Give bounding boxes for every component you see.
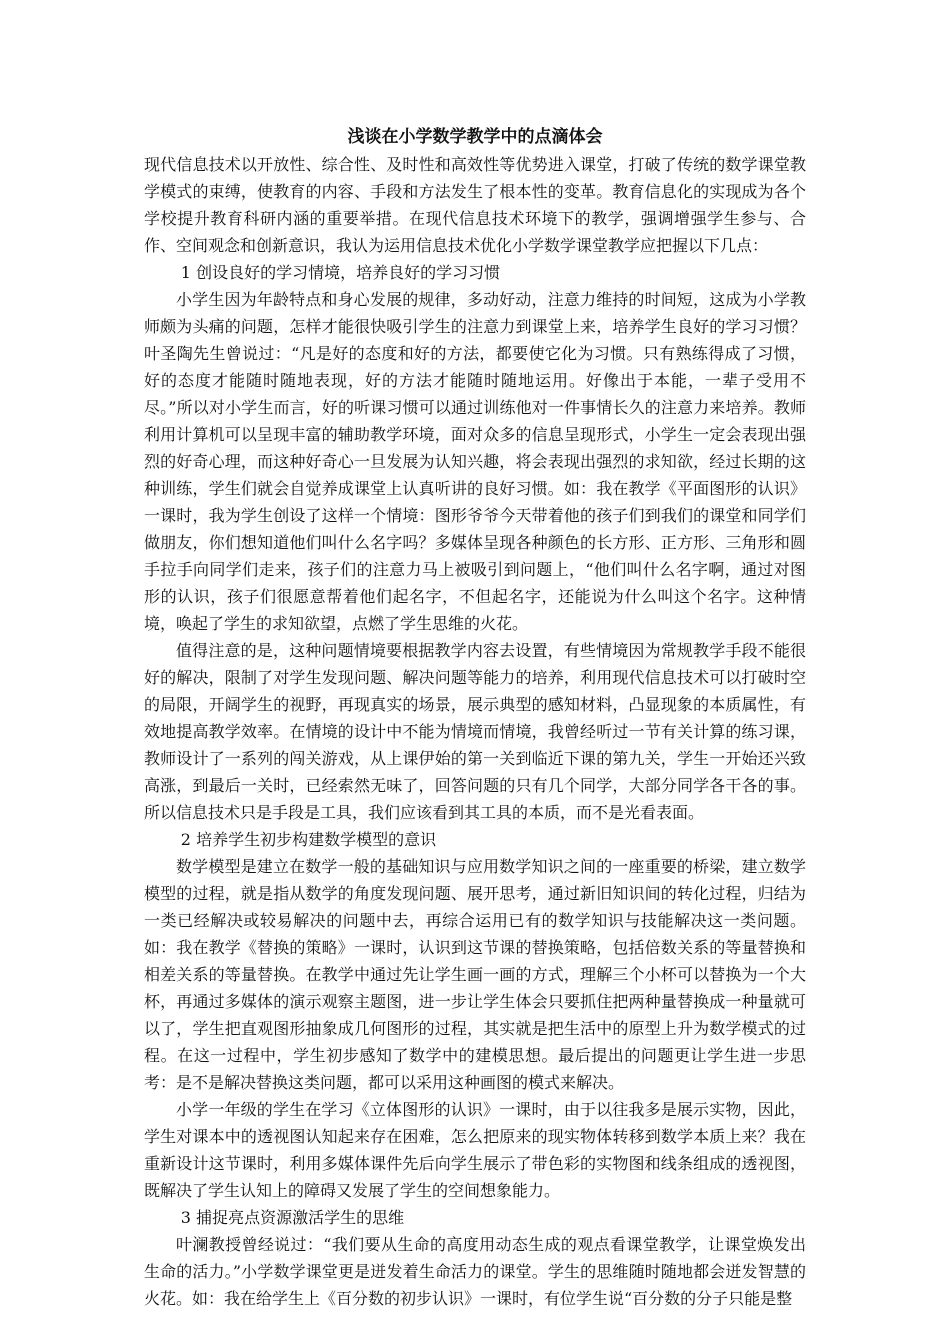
section-3: [144, 1204, 806, 1312]
section-1: [144, 259, 806, 826]
section-2: [144, 826, 806, 1204]
document-title: 浅谈在小学数学教学中的点滴体会: [347, 127, 603, 147]
section-heading: 3 捕捉亮点资源激活学生的思维: [180, 1208, 405, 1227]
intro-paragraph: 现代信息技术以开放性、综合性、及时性和高效性等优势进入课堂，打破了传统的数学课堂教学模式的束缚，使教育的内容、手段和方法发生了根本性的变革。教育信息化的实现成为各个学校提升教育科研内涵的重要举措。在现代信息技术环境下的教学，强调增强学生参与、合作、空间观念和创新意识，我认为运用信息技术优化小学数学课堂教学应把握以下几点：: [144, 155, 806, 255]
body-paragraph: 数学模型是建立在数学一般的基础知识与应用数学知识之间的一座重要的桥梁，建立数学模型的过程，就是指从数学的角度发现问题、展开思考，通过新旧知识间的转化过程，归结为一类已经解决或较易解决的问题中去，再综合运用已有的数学知识与技能解决这一类问题。如：我在教学《替换的策略》一课时，认识到这节课的替换策略，包括倍数关系的等量替换和相差关系的等量替换。在教学中通过先让学生画一画的方式，理解三个小杯可以替换为一个大杯，再通过多媒体的演示观察主题图，进一步让学生体会只要抓住把两种量替换成一种量就可以了，学生把直观图形抽象成几何图形的过程，其实就是把生活中的原型上升为数学模式的过程。在这一过程中，学生初步感知了数学中的建模思想。最后提出的问题更让学生进一步思考：是不是解决替换这类问题，都可以采用这种画图的模式来解决。: [144, 857, 806, 1092]
section-heading: 2 培养学生初步构建数学模型的意识: [180, 830, 437, 849]
body-paragraph: 小学一年级的学生在学习《立体图形的认识》一课时，由于以往我多是展示实物，因此，学生对课本中的透视图认知起来存在困难，怎么把原来的现实物体转移到数学本质上来？我在重新设计这节课时，利用多媒体课件先后向学生展示了带色彩的实物图和线条组成的透视图，既解决了学生认知上的障碍又发展了学生的空间想象能力。: [144, 1100, 806, 1200]
body-paragraph: 小学生因为年龄特点和身心发展的规律，多动好动，注意力维持的时间短，这成为小学教师颇为头痛的问题，怎样才能很快吸引学生的注意力到课堂上来，培养学生良好的学习习惯？叶圣陶先生曾说过：“凡是好的态度和好的方法，都要使它化为习惯。只有熟练得成了习惯，好的态度才能随时随地表现，好的方法才能随时随地运用。好像出于本能，一辈子受用不尽。”所以对小学生而言，好的听课习惯可以通过训练他对一件事情长久的注意力来培养。教师利用计算机可以呈现丰富的辅助教学环境，面对众多的信息呈现形式，小学生一定会表现出强烈的好奇心理，而这种好奇心一旦发展为认知兴趣，将会表现出强烈的求知欲，经过长期的这种训练，学生们就会自觉养成课堂上认真听讲的良好习惯。如：我在教学《平面图形的认识》一课时，我为学生创设了这样一个情境：图形爷爷今天带着他的孩子们到我们的课堂和同学们做朋友，你们想知道他们叫什么名字吗？多媒体呈现各种颜色的长方形、正方形、三角形和圆手拉手向同学们走来，孩子们的注意力马上被吸引到问题上，“他们叫什么名字啊，通过对图形的认识，孩子们很愿意帮着他们起名字，不但起名字，还能说为什么叫这个名字。这种情境，唤起了学生的求知欲望，点燃了学生思维的火花。: [144, 290, 806, 633]
body-paragraph: 值得注意的是，这种问题情境要根据教学内容去设置，有些情境因为常规教学手段不能很好的解决，限制了对学生发现问题、解决问题等能力的培养，利用现代信息技术可以打破时空的局限，开阔学生的视野，再现真实的场景，展示典型的感知材料，凸显现象的本质属性，有效地提高教学效率。在情境的设计中不能为情境而情境，我曾经听过一节有关计算的练习课，教师设计了一系列的闯关游戏，从上课伊始的第一关到临近下课的第九关，学生一开始还兴致高涨，到最后一关时，已经索然无味了，回答问题的只有几个同学，大部分同学各干各的事。所以信息技术只是手段是工具，我们应该看到其工具的本质，而不是光看表面。: [144, 641, 806, 822]
document-body: [144, 124, 806, 1312]
section-heading: 1 创设良好的学习情境，培养良好的学习习惯: [180, 263, 501, 282]
body-paragraph: 叶澜教授曾经说过：“我们要从生命的高度用动态生成的观点看课堂教学，让课堂焕发出生命的活力。”小学数学课堂更是迸发着生命活力的课堂。学生的思维随时随地都会迸发智慧的火花。如：我在给学生上《百分数的初步认识》一课时，有位学生说“百分数的分子只能是整: [144, 1235, 806, 1308]
